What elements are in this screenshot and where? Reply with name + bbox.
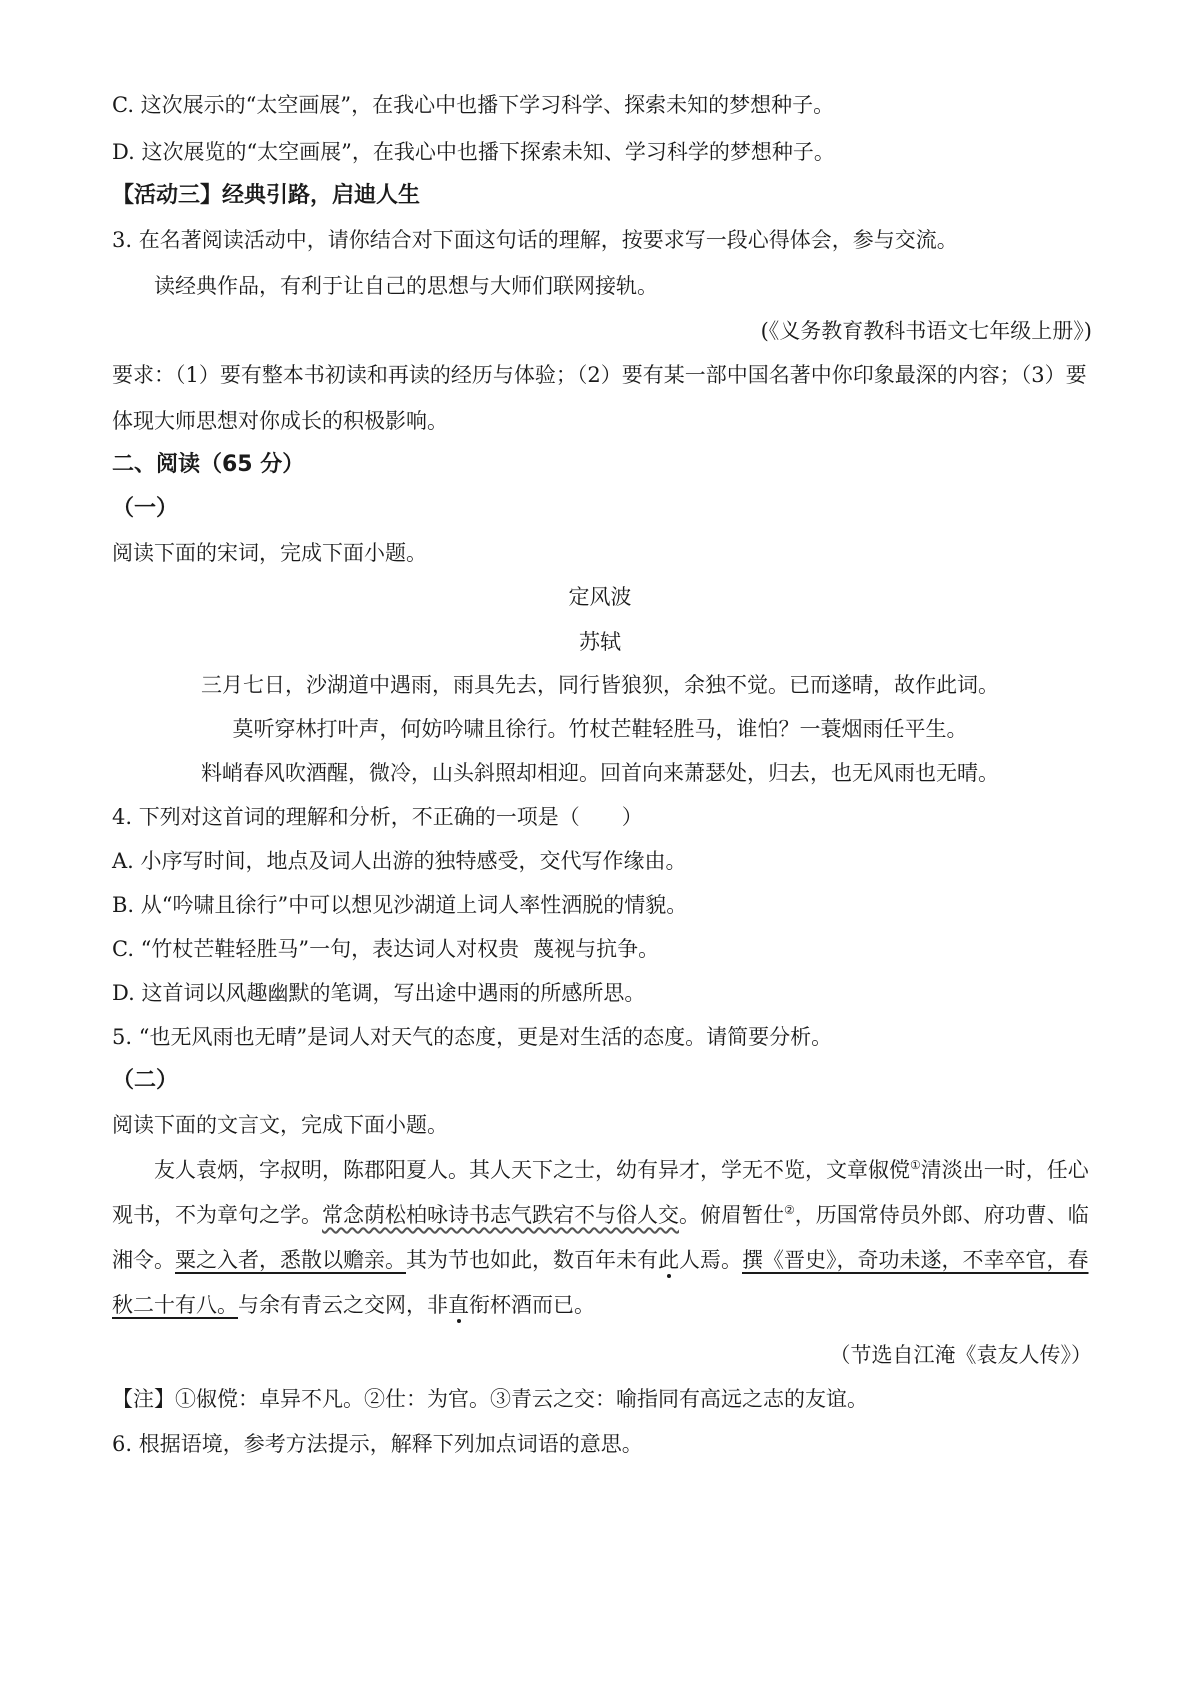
activity-three-heading: 【活动三】经典引路，启迪人生	[112, 183, 421, 208]
prose-line-2: 观书，不为章句之学。常念荫松柏咏诗书志气跌宕不与俗人交。俯眉暂仕②，历国常侍员外郎、府功曹、临	[112, 1203, 1089, 1227]
part-two-heading: （二）	[112, 1068, 179, 1093]
poem-line-2: 料峭春风吹酒醒，微冷，山头斜照却相迎。回首向来萧瑟处，归去，也无风雨也无晴。	[201, 761, 999, 785]
wavy-underlined-sentence: 常念荫松柏咏诗书志气跌宕不与俗人交	[322, 1203, 679, 1227]
poem-line-1: 莫听穿林打叶声，何妨吟啸且徐行。竹杖芒鞋轻胜马，谁怕？一蓑烟雨任平生。	[232, 717, 968, 741]
poem-author: 苏轼	[579, 630, 621, 654]
annotation-note: 【注】①俶傥：卓异不凡。②仕：为官。③青云之交：喻指同有高远之志的友谊。	[112, 1387, 868, 1411]
requirements-line-1: 要求：（1）要有整本书初读和再读的经历与体验；（2）要有某一部中国名著中你印象最深的内容；（3）要	[112, 363, 1087, 387]
option-c: C. 这次展示的“太空画展”，在我心中也播下学习科学、探索未知的梦想种子。	[112, 93, 835, 117]
question-5: 5. “也无风雨也无晴”是词人对天气的态度，更是对生活的态度。请简要分析。	[112, 1025, 833, 1049]
prose-line-3: 湘令。粟之入者，悉散以赡亲。其为节也如此，数百年未有此人焉。撰《晋史》，奇功未遂，不幸卒官，春	[112, 1248, 1089, 1272]
prose-source: （节选自江淹《袁友人传》）	[829, 1343, 1092, 1367]
footnote-marker: ②	[784, 1203, 795, 1217]
question-4-option-b: B. 从“吟啸且徐行”中可以想见沙湖道上词人率性洒脱的情貌。	[112, 893, 688, 917]
option-d: D. 这次展览的“太空画展”，在我心中也播下探索未知、学习科学的梦想种子。	[112, 140, 835, 164]
prose-line-4: 秋二十有八。与余有青云之交网，非直衔杯酒而已。	[112, 1293, 595, 1317]
prose-instruction: 阅读下面的文言文，完成下面小题。	[112, 1113, 448, 1137]
poem-instruction: 阅读下面的宋词，完成下面小题。	[112, 541, 427, 565]
option-c-part-2: 蔑视与抗争。	[533, 937, 660, 961]
question-4-option-a: A. 小序写时间，地点及词人出游的独特感受，交代写作缘由。	[112, 849, 687, 873]
question-4: 4. 下列对这首词的理解和分析，不正确的一项是（ ）	[112, 805, 643, 829]
question-4-option-c	[112, 934, 1102, 964]
prose-line-1: 友人袁炳，字叔明，陈郡阳夏人。其人天下之士，幼有异才，学无不览，文章俶傥①清淡出一时，任心	[154, 1158, 1089, 1182]
option-c-part-1: C. “竹杖芒鞋轻胜马”一句，表达词人对权贵	[112, 937, 520, 961]
question-3: 3. 在名著阅读活动中，请你结合对下面这句话的理解，按要求写一段心得体会，参与交流。	[112, 228, 958, 252]
underlined-sentence: 秋二十有八。	[112, 1293, 238, 1317]
requirements-line-2: 体现大师思想对你成长的积极影响。	[112, 409, 448, 433]
underlined-sentence: 粟之入者，悉散以赡亲。	[175, 1248, 406, 1272]
poem-preface: 三月七日，沙湖道中遇雨，雨具先去，同行皆狼狈，余独不觉。已而遂晴，故作此词。	[201, 673, 999, 697]
dotted-word: 此	[658, 1248, 679, 1272]
dotted-word: 直	[448, 1293, 469, 1317]
part-one-heading: （一）	[112, 496, 179, 521]
footnote-marker: ①	[910, 1158, 921, 1172]
underlined-sentence: 撰《晋史》，奇功未遂，不幸卒官，春	[742, 1248, 1089, 1272]
question-6: 6. 根据语境，参考方法提示，解释下列加点词语的意思。	[112, 1432, 643, 1456]
poem-title: 定风波	[568, 585, 632, 609]
section-two-heading: 二、阅读（65 分）	[112, 452, 305, 477]
quote: 读经典作品，有利于让自己的思想与大师们联网接轨。	[154, 274, 658, 298]
question-4-option-d: D. 这首词以风趣幽默的笔调，写出途中遇雨的所感所思。	[112, 981, 646, 1005]
quote-source: (《义务教育教科书语文七年级上册》)	[760, 319, 1092, 343]
